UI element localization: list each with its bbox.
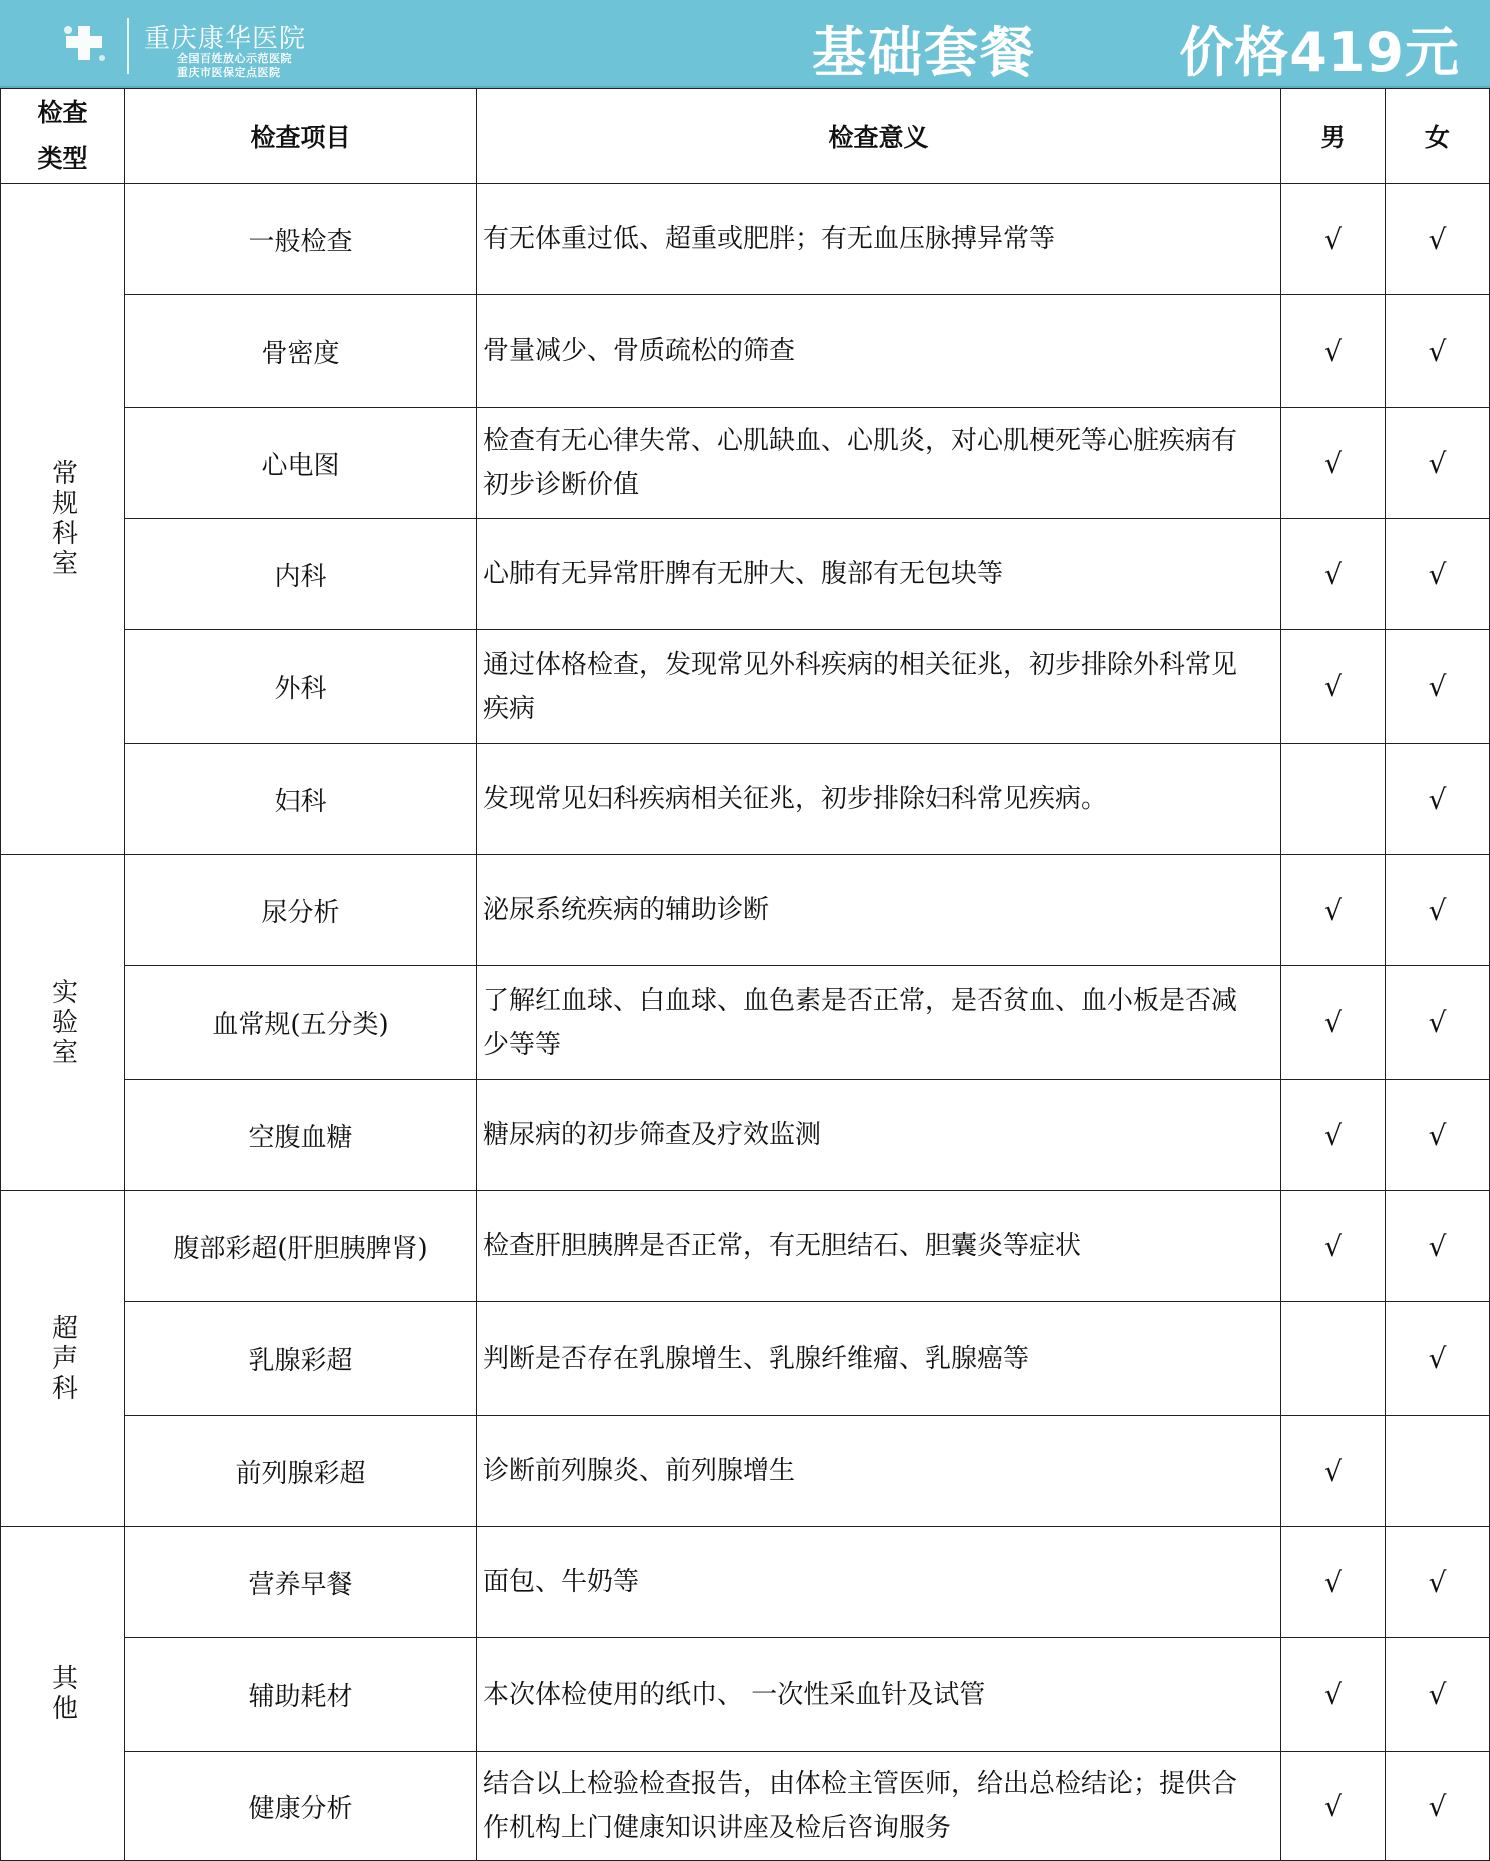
- meaning-cell: 本次体检使用的纸巾、 一次性采血针及试管: [477, 1638, 1281, 1752]
- meaning-cell: 骨量减少、骨质疏松的筛查: [477, 295, 1281, 408]
- table-row: [1, 184, 1490, 295]
- category-cell: [1, 1527, 125, 1861]
- header-female: 女: [1386, 89, 1490, 184]
- item-cell: 尿分析: [125, 855, 477, 966]
- table-row: [1, 1416, 1490, 1527]
- table-row: [1, 1638, 1490, 1752]
- item-cell: 乳腺彩超: [125, 1302, 477, 1416]
- male-check: √: [1281, 1638, 1386, 1752]
- female-check: √: [1386, 1638, 1490, 1752]
- female-check: √: [1386, 630, 1490, 744]
- header-banner: [0, 0, 1490, 88]
- meaning-cell: 结合以上检验检查报告，由体检主管医师，给出总检结论；提供合作机构上门健康知识讲座及检后咨询服务: [477, 1752, 1281, 1861]
- male-check: √: [1281, 1752, 1386, 1861]
- category-label: 实验室: [47, 977, 78, 1068]
- meaning-cell: 通过体格检查，发现常见外科疾病的相关征兆，初步排除外科常见疾病: [477, 630, 1281, 744]
- table-row: [1, 1527, 1490, 1638]
- male-check: √: [1281, 184, 1386, 295]
- female-check: √: [1386, 966, 1490, 1080]
- table-row: [1, 295, 1490, 408]
- item-cell: 妇科: [125, 744, 477, 855]
- male-check: √: [1281, 966, 1386, 1080]
- item-cell: 外科: [125, 630, 477, 744]
- table-row: [1, 408, 1490, 519]
- header-meaning: 检查意义: [477, 89, 1281, 184]
- category-label: 其他: [47, 1663, 78, 1724]
- meaning-cell: 发现常见妇科疾病相关征兆，初步排除妇科常见疾病。: [477, 744, 1281, 855]
- table-row: [1, 1302, 1490, 1416]
- male-check: √: [1281, 1527, 1386, 1638]
- meaning-cell: 诊断前列腺炎、前列腺增生: [477, 1416, 1281, 1527]
- female-check: √: [1386, 1752, 1490, 1861]
- item-cell: 内科: [125, 519, 477, 630]
- meaning-cell: 检查有无心律失常、心肌缺血、心肌炎，对心肌梗死等心脏疾病有初步诊断价值: [477, 408, 1281, 519]
- meaning-cell: 有无体重过低、超重或肥胖；有无血压脉搏异常等: [477, 184, 1281, 295]
- female-check: √: [1386, 184, 1490, 295]
- male-check: √: [1281, 1191, 1386, 1302]
- item-cell: 腹部彩超(肝胆胰脾肾): [125, 1191, 477, 1302]
- female-check: √: [1386, 408, 1490, 519]
- table-row: [1, 519, 1490, 630]
- hospital-name: 重庆康华医院: [144, 24, 307, 54]
- header-item: 检查项目: [125, 89, 477, 184]
- table-row: [1, 744, 1490, 855]
- table-row: [1, 966, 1490, 1080]
- meaning-cell: 检查肝胆胰脾是否正常，有无胆结石、胆囊炎等症状: [477, 1191, 1281, 1302]
- table-row: [1, 1191, 1490, 1302]
- category-label: 超声科: [47, 1313, 78, 1404]
- item-cell: 前列腺彩超: [125, 1416, 477, 1527]
- category-cell: [1, 855, 125, 1191]
- item-cell: 健康分析: [125, 1752, 477, 1861]
- female-check: √: [1386, 1302, 1490, 1416]
- table-header-row: [1, 89, 1490, 184]
- hospital-subtitle-2: 重庆市医保定点医院: [177, 66, 281, 79]
- table-row: [1, 1080, 1490, 1191]
- male-check: √: [1281, 295, 1386, 408]
- table-row: [1, 855, 1490, 966]
- female-check: √: [1386, 295, 1490, 408]
- table-body: [1, 184, 1490, 1861]
- male-check: √: [1281, 855, 1386, 966]
- package-price: 价格419元: [1179, 21, 1460, 84]
- meaning-cell: 泌尿系统疾病的辅助诊断: [477, 855, 1281, 966]
- female-check: √: [1386, 744, 1490, 855]
- meaning-cell: 了解红血球、白血球、血色素是否正常，是否贫血、血小板是否减少等等: [477, 966, 1281, 1080]
- female-check: [1386, 1416, 1490, 1527]
- item-cell: 血常规(五分类): [125, 966, 477, 1080]
- female-check: √: [1386, 519, 1490, 630]
- male-check: [1281, 744, 1386, 855]
- male-check: √: [1281, 630, 1386, 744]
- header-male: 男: [1281, 89, 1386, 184]
- category-label: 常规科室: [47, 459, 78, 579]
- hospital-subtitle-1: 全国百姓放心示范医院: [177, 52, 292, 65]
- male-check: √: [1281, 408, 1386, 519]
- item-cell: 骨密度: [125, 295, 477, 408]
- header-type-line2: 类型: [37, 144, 88, 173]
- header-type: [1, 89, 125, 184]
- meaning-cell: 糖尿病的初步筛查及疗效监测: [477, 1080, 1281, 1191]
- header-type-line1: 检查: [37, 98, 88, 127]
- male-check: √: [1281, 519, 1386, 630]
- female-check: √: [1386, 1080, 1490, 1191]
- table-row: [1, 1752, 1490, 1861]
- meaning-cell: 面包、牛奶等: [477, 1527, 1281, 1638]
- female-check: √: [1386, 855, 1490, 966]
- item-cell: 心电图: [125, 408, 477, 519]
- female-check: √: [1386, 1527, 1490, 1638]
- meaning-cell: 判断是否存在乳腺增生、乳腺纤维瘤、乳腺癌等: [477, 1302, 1281, 1416]
- item-cell: 空腹血糖: [125, 1080, 477, 1191]
- package-table: [0, 88, 1490, 1861]
- male-check: √: [1281, 1080, 1386, 1191]
- male-check: √: [1281, 1416, 1386, 1527]
- male-check: [1281, 1302, 1386, 1416]
- category-cell: [1, 184, 125, 855]
- item-cell: 营养早餐: [125, 1527, 477, 1638]
- logo-divider: [127, 18, 129, 74]
- medical-cross-icon: [58, 22, 110, 66]
- item-cell: 辅助耗材: [125, 1638, 477, 1752]
- package-title: 基础套餐: [812, 21, 1036, 84]
- female-check: √: [1386, 1191, 1490, 1302]
- item-cell: 一般检查: [125, 184, 477, 295]
- table-row: [1, 630, 1490, 744]
- category-cell: [1, 1191, 125, 1527]
- meaning-cell: 心肺有无异常肝脾有无肿大、腹部有无包块等: [477, 519, 1281, 630]
